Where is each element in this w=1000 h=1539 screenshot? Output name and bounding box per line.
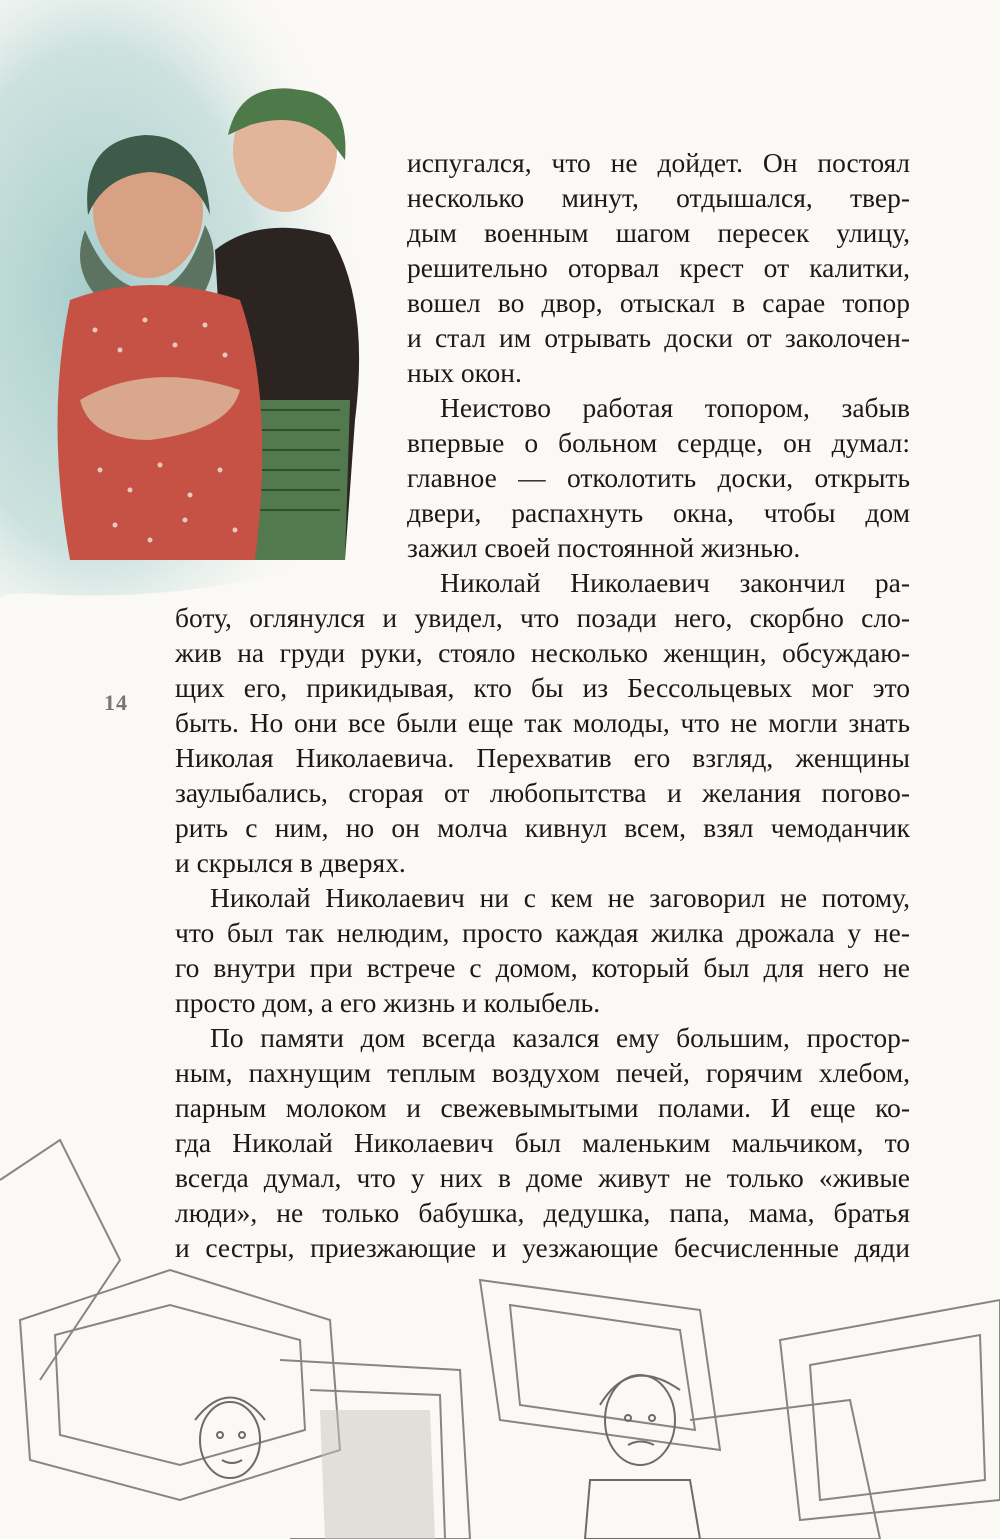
text-line: гда Николай Николаевич был маленьким мальчиком, то [175,1127,910,1158]
text-line: двери, распахнуть окна, чтобы дом [407,497,910,528]
text-line: решительно оторвал крест от калитки, [407,252,910,283]
text-line: всегда думал, что у них в доме живут не только «живые [175,1162,910,1193]
text-line: люди», не только бабушка, дедушка, папа, мама, братья [175,1197,910,1228]
text-line: испугался, что не дойдет. Он постоял [407,147,910,178]
text-line: просто дом, а его жизнь и колыбель. [175,987,601,1018]
text-line: ных окон. [407,357,522,388]
text-line: Николая Николаевича. Перехватив его взгляд, женщины [175,742,910,773]
text-line: главное — отколотить доски, открыть [407,462,910,493]
text-line: боту, оглянулся и увидел, что позади него, скорбно сло- [175,602,910,633]
text-line: заулыбались, сгорая от любопытства и желания погово- [175,777,910,808]
text-line: быть. Но они все были еще так молоды, что не могли знать [175,707,910,738]
page-number: 14 [104,690,128,715]
text-line: рить с ним, но он молча кивнул всем, взял чемоданчик [175,812,910,843]
text-line: несколько минут, отдышался, твер- [407,182,910,213]
text-line: По памяти дом всегда казался ему большим, простор- [210,1022,910,1053]
text-line: и сестры, приезжающие и уезжающие бесчисленные дяди [175,1232,910,1263]
text-line: и стал им отрывать доски от заколочен- [407,322,910,353]
text-line: Николай Николаевич ни с кем не заговорил не потому, [210,882,910,913]
text-line: что был так нелюдим, просто каждая жилка дрожала у не- [175,917,910,948]
text-line: и скрылся в дверях. [175,847,406,878]
text-line: Неистово работая топором, забыв [440,392,910,423]
text-line: дым военным шагом пересек улицу, [407,217,910,248]
text-line: го внутри при встрече с домом, который был для него не [175,952,910,983]
text-line: впервые о больном сердце, он думал: [407,427,910,458]
text-line: вошел во двор, отыскал в сарае топор [407,287,910,318]
text-line: ным, пахнущим теплым воздухом печей, горячим хлебом, [175,1057,910,1088]
text-line: зажил своей постоянной жизнью. [407,532,801,563]
text-line: Николай Николаевич закончил ра- [440,567,910,598]
text-line: жив на груди руки, стояло несколько женщин, обсуждаю- [175,637,910,668]
text-line: парным молоком и свежевымытыми полами. И еще ко- [175,1092,910,1123]
text-line: щих его, прикидывая, кто бы из Бессольцевых мог это [175,672,910,703]
